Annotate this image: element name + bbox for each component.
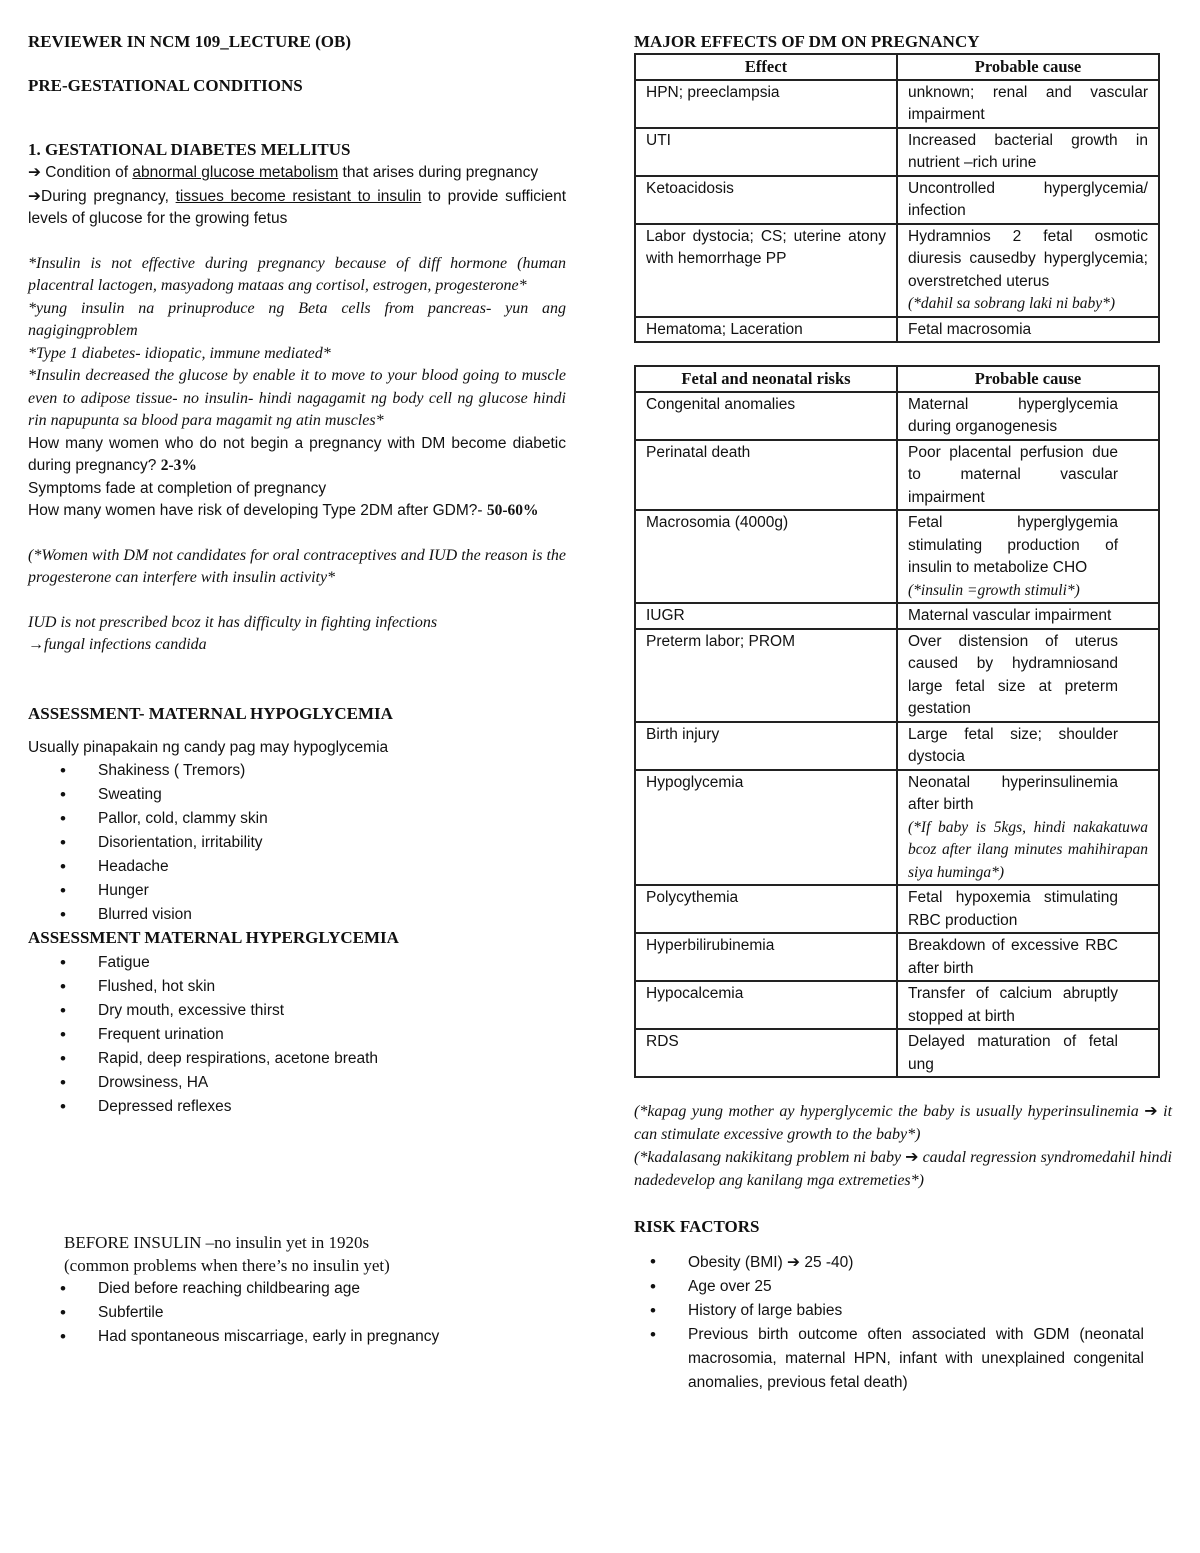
- table-row: Preterm labor; PROM Over distension of uterus caused by hydramniosand large fetal size at preterm gestation: [635, 629, 1159, 722]
- column-header-cause: Probable cause: [897, 366, 1159, 392]
- table-row: Perinatal death Poor placental perfusion due to maternal vascular impairment: [635, 440, 1159, 511]
- major-effects-title: MAJOR EFFECTS OF DM ON PREGNANCY: [634, 32, 980, 51]
- list-item: • Flushed, hot skin: [28, 975, 566, 999]
- arrow-right-icon: ➔: [787, 1253, 801, 1271]
- arrow-right-icon: ➔: [1144, 1101, 1158, 1120]
- column-header-effect: Effect: [635, 54, 897, 80]
- right-column: [634, 28, 1173, 1395]
- arrow-right-icon: ➔: [28, 163, 41, 181]
- table-row: Macrosomia (4000g) Fetal hyperglygemia stimulating production of insulin to metabolize CHO (*insulin =growth stimuli*): [635, 510, 1159, 603]
- gdm-symptoms-fade: Symptoms fade at completion of pregnancy: [28, 479, 327, 497]
- major-effects-table: [634, 53, 1160, 343]
- table-row: Congenital anomalies Maternal hyperglycemia during organogenesis: [635, 392, 1159, 440]
- list-item: • History of large babies: [634, 1299, 1144, 1323]
- list-item: • Dry mouth, excessive thirst: [28, 999, 566, 1023]
- gdm-note-contraceptives: (*Women with DM not candidates for oral contraceptives and IUD the reason is the progesterone can interfere with insulin activity*: [28, 546, 566, 586]
- gdm-heading: 1. GESTATIONAL DIABETES MELLITUS: [28, 140, 351, 159]
- gdm-note-hormones: *Insulin is not effective during pregnancy because of diff hormone (human placentral lactogen, masyadong mataas ang cortisol, estrogen, progesterone*: [28, 254, 566, 294]
- list-item: • Pallor, cold, clammy skin: [28, 807, 566, 831]
- table-row: Hypoglycemia Neonatal hyperinsulinemia after birth (*If baby is 5kgs, hindi nakakatuwa bcoz after ilang minutes mahihirapan siya huminga*): [635, 770, 1159, 886]
- arrow-right-icon: ➔: [905, 1147, 919, 1166]
- gdm-insulin-resistance: ➔During pregnancy, tissues become resistant to insulin to provide sufficient levels of glucose for the growing fetus: [28, 186, 567, 227]
- list-item: • Blurred vision: [28, 903, 566, 927]
- list-item: • Obesity (BMI) ➔ 25 -40): [634, 1250, 1144, 1275]
- hypoglycemia-list: [28, 759, 566, 927]
- fetal-risks-table: [634, 365, 1160, 1078]
- list-item: • Had spontaneous miscarriage, early in pregnancy: [28, 1325, 566, 1349]
- before-insulin-subtitle: (common problems when there’s no insulin yet): [64, 1256, 390, 1275]
- list-item: • Fatigue: [28, 951, 566, 975]
- list-item: • Subfertile: [28, 1301, 566, 1325]
- table-header-row: [635, 366, 1159, 392]
- list-item: • Frequent urination: [28, 1023, 566, 1047]
- hyperglycemia-heading: ASSESSMENT MATERNAL HYPERGLYCEMIA: [28, 928, 399, 947]
- risk-factors-list: [634, 1250, 1144, 1395]
- hypoglycemia-heading: ASSESSMENT- MATERNAL HYPOGLYCEMIA: [28, 703, 393, 723]
- list-item: • Previous birth outcome often associated with GDM (neonatal macrosomia, maternal HPN, infant with unexplained congenital anomalies, previous fetal death): [634, 1323, 1144, 1395]
- before-insulin-list: [28, 1277, 566, 1349]
- arrow-right-icon: ➔: [28, 186, 41, 205]
- table-row: IUGR Maternal vascular impairment: [635, 603, 1159, 629]
- column-header-risks: Fetal and neonatal risks: [635, 366, 897, 392]
- note-hyperinsulinemia: (*kapag yung mother ay hyperglycemic the baby is usually hyperinsulinemia ➔ it can stimulate excessive growth to the baby*): [634, 1101, 1173, 1143]
- section-subtitle: PRE-GESTATIONAL CONDITIONS: [28, 76, 303, 95]
- before-insulin-section: [28, 1231, 566, 1349]
- document-title: REVIEWER IN NCM 109_LECTURE (OB): [28, 32, 352, 51]
- list-item: • Headache: [28, 855, 566, 879]
- gdm-note-type1: *Type 1 diabetes- idiopatic, immune mediated*: [28, 344, 331, 362]
- table-row: Hematoma; Laceration Fetal macrosomia: [635, 317, 1159, 343]
- list-item: • Hunger: [28, 879, 566, 903]
- list-item: • Sweating: [28, 783, 566, 807]
- table-header-row: [635, 54, 1159, 80]
- table-row: UTI Increased bacterial growth in nutrient –rich urine: [635, 128, 1159, 176]
- gdm-note-iud: IUD is not prescribed bcoz it has difficulty in fighting infections: [28, 613, 438, 631]
- list-item: • Died before reaching childbearing age: [28, 1277, 566, 1301]
- gdm-note-beta-cells: *yung insulin na prinuproduce ng Beta cells from pancreas- yun ang nagigingproblem: [28, 299, 566, 339]
- list-item: • Disorientation, irritability: [28, 831, 566, 855]
- table-row: Ketoacidosis Uncontrolled hyperglycemia/ infection: [635, 176, 1159, 224]
- note-caudal-regression: (*kadalasang nakikitang problem ni baby ➔ caudal regression syndromedahil hindi nadedevelop ang kanilang mga extremeties*): [634, 1147, 1173, 1189]
- table-row: HPN; preeclampsia unknown; renal and vascular impairment: [635, 80, 1159, 128]
- before-insulin-title: BEFORE INSULIN –no insulin yet in 1920s: [64, 1233, 370, 1252]
- gdm-question-type2: How many women have risk of developing Type 2DM after GDM?- 50-60%: [28, 502, 539, 519]
- gdm-definition: ➔ Condition of abnormal glucose metabolism that arises during pregnancy: [28, 163, 539, 181]
- list-item: • Shakiness ( Tremors): [28, 759, 566, 783]
- table-notes: [634, 1100, 1172, 1192]
- hypoglycemia-intro: Usually pinapakain ng candy pag may hypoglycemia: [28, 738, 389, 756]
- table-row: Hyperbilirubinemia Breakdown of excessive RBC after birth: [635, 933, 1159, 981]
- gdm-note-insulin: *Insulin decreased the glucose by enable it to move to your blood going to muscle even to adipose tissue- no insulin- hindi nagagamit ng body cell ng glucose hindi rin napupunta sa blood para magamit ng atin muscles*: [28, 367, 566, 429]
- table-row: RDS Delayed maturation of fetal ung: [635, 1029, 1159, 1077]
- list-item: • Depressed reflexes: [28, 1095, 566, 1119]
- left-column: [28, 28, 566, 1349]
- column-header-cause: Probable cause: [897, 54, 1159, 80]
- gdm-question-incidence: How many women who do not begin a pregnancy with DM become diabetic during pregnancy? 2-3%: [28, 434, 566, 474]
- table-row: Polycythemia Fetal hypoxemia stimulating RBC production: [635, 885, 1159, 933]
- list-item: • Drowsiness, HA: [28, 1071, 566, 1095]
- list-item: • Age over 25: [634, 1275, 1144, 1299]
- table-row: Hypocalcemia Transfer of calcium abruptly stopped at birth: [635, 981, 1159, 1029]
- list-item: • Rapid, deep respirations, acetone breath: [28, 1047, 566, 1071]
- table-row: Labor dystocia; CS; uterine atony with hemorrhage PP Hydramnios 2 fetal osmotic diuresis causedby hyperglycemia; overstretched uterus (*dahil sa sobrang laki ni baby*): [635, 224, 1159, 317]
- gdm-note-fungal: →fungal infections candida: [28, 636, 207, 653]
- risk-factors-heading: RISK FACTORS: [634, 1217, 760, 1236]
- hyperglycemia-list: [28, 951, 566, 1119]
- table-row: Birth injury Large fetal size; shoulder dystocia: [635, 722, 1159, 770]
